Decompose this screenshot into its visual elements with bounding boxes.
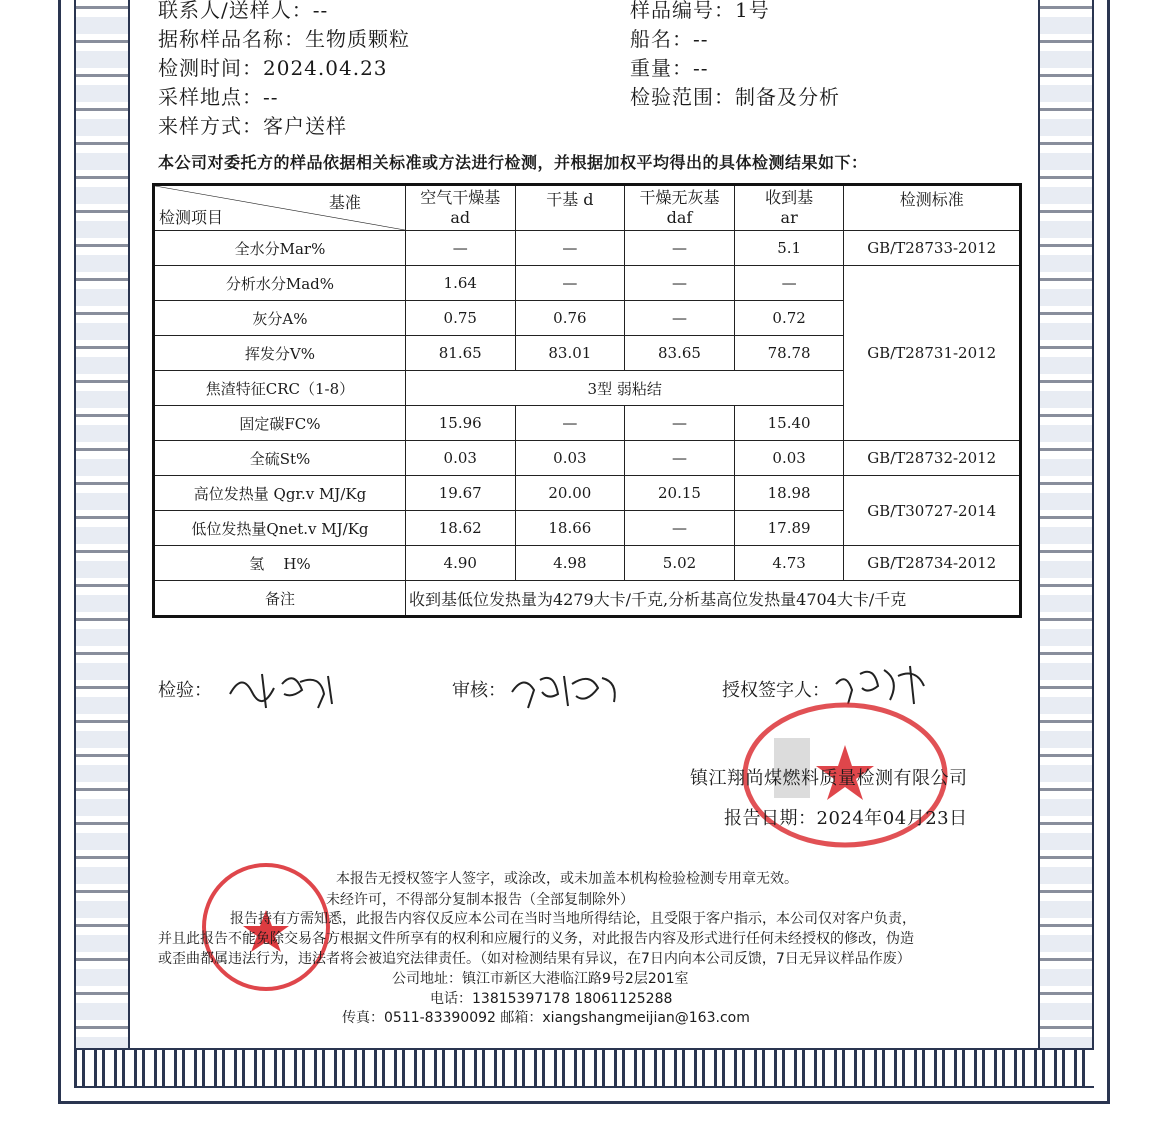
company-phone: 电话：13815397178 18061125288: [430, 991, 673, 1007]
sample-no-line: [630, 0, 770, 23]
cell-ad: —: [405, 231, 515, 266]
cell-d: 4.98: [515, 546, 625, 581]
sample-no-value: 1号: [735, 0, 770, 22]
diagonal-header-cell: [154, 185, 406, 231]
header-basis: 基准: [328, 193, 361, 212]
authorized-label: 授权签字人：: [722, 680, 830, 701]
cell-ar: 0.72: [734, 301, 844, 336]
col-std-header: 检测标准: [844, 185, 1021, 231]
weight-label: 重量：: [630, 56, 693, 80]
cell-ad: 1.64: [405, 266, 515, 301]
sampling-method-value: 客户送样: [263, 114, 347, 138]
weight-value: --: [693, 56, 709, 80]
col-ad-line2: ad: [450, 208, 471, 227]
bottom-ornament-border: [74, 1048, 1094, 1088]
col-daf-line2: daf: [666, 208, 693, 227]
results-table: [152, 183, 1022, 618]
left-ornament-border: [74, 0, 130, 1086]
cell-ad: 81.65: [405, 336, 515, 371]
contact-value: --: [312, 0, 329, 22]
report-date: 报告日期：2024年04月23日: [724, 808, 968, 829]
sample-name-line: [158, 23, 410, 52]
sample-name-label: 据称样品名称：: [158, 27, 305, 51]
cell-daf: —: [625, 406, 735, 441]
cell-daf: 20.15: [625, 476, 735, 511]
review-label: 审核：: [452, 680, 506, 701]
cell-ar: 18.98: [734, 476, 844, 511]
header-item: 检测项目: [159, 208, 224, 227]
cell-d: —: [515, 406, 625, 441]
ship-value: --: [693, 27, 709, 51]
test-time-line: [158, 52, 388, 81]
table-row: [154, 231, 1021, 266]
row-item: 焦渣特征CRC（1-8）: [154, 371, 406, 406]
cell-d: —: [515, 231, 625, 266]
intro-text: 本公司对委托方的样品依据相关标准或方法进行检测，并根据加权平均得出的具体检测结果如下：: [158, 153, 868, 172]
cell-ad: 19.67: [405, 476, 515, 511]
sampling-method-line: [158, 110, 347, 139]
company-name: 镇江翔尚煤燃料质量检测有限公司: [690, 768, 968, 789]
col-ad-line1: 空气干燥基: [420, 188, 501, 207]
row-item: 全硫St%: [154, 441, 406, 476]
cell-d: 83.01: [515, 336, 625, 371]
cell-ar: 17.89: [734, 511, 844, 546]
cell-ad: 18.62: [405, 511, 515, 546]
right-ornament-border: [1038, 0, 1094, 1086]
sample-name-value: 生物质颗粒: [305, 27, 410, 51]
table-row: [154, 476, 1021, 511]
cell-d: 20.00: [515, 476, 625, 511]
cell-ad: 15.96: [405, 406, 515, 441]
cell-ar: 78.78: [734, 336, 844, 371]
table-row: [154, 441, 1021, 476]
cell-ad: 4.90: [405, 546, 515, 581]
inspect-label: 检验：: [158, 680, 212, 701]
ship-line: [630, 23, 709, 52]
cell-ar: 4.73: [734, 546, 844, 581]
cell-ar: 5.1: [734, 231, 844, 266]
cell-ar: 15.40: [734, 406, 844, 441]
table-row: [154, 266, 1021, 301]
company-fax-email: 传真：0511-83390092 邮箱：xiangshangmeijian@163.com: [342, 1010, 750, 1026]
col-ar-line1: 收到基: [765, 188, 814, 207]
test-time-label: 检测时间：: [158, 56, 263, 80]
cell-d: 18.66: [515, 511, 625, 546]
ship-label: 船名：: [630, 27, 693, 51]
notice-line-4: 并且此报告不能免除交易各方根据文件所享有的权利和应履行的义务，对此报告内容及形式进行任何未经授权的修改，伪造: [158, 931, 914, 947]
scope-label: 检验范围：: [630, 85, 735, 109]
col-daf-line1: 干燥无灰基: [639, 188, 720, 207]
table-row: [154, 546, 1021, 581]
cell-ad: 0.03: [405, 441, 515, 476]
row-item: 全水分Mar%: [154, 231, 406, 266]
cell-daf: —: [625, 231, 735, 266]
col-ad-header: [405, 185, 515, 231]
company-address: 公司地址：镇江市新区大港临江路9号2层201室: [392, 971, 689, 987]
row-item: 灰分A%: [154, 301, 406, 336]
cell-d: 0.76: [515, 301, 625, 336]
row-item: 分析水分Mad%: [154, 266, 406, 301]
cell-d: —: [515, 266, 625, 301]
contact-line: [158, 0, 328, 23]
cell-ar: —: [734, 266, 844, 301]
col-d-header: 干基 d: [515, 185, 625, 231]
notice-line-5: 或歪曲都属违法行为，违法者将会被追究法律责任。（如对检测结果有异议，在7日内向本公司反馈，7日无异议样品作废）: [158, 951, 911, 967]
cell-ad: 0.75: [405, 301, 515, 336]
scope-value: 制备及分析: [735, 85, 840, 109]
scope-line: [630, 81, 840, 110]
table-header-row: [154, 185, 1021, 231]
notice-line-1: 本报告无授权签字人签字，或涂改，或未加盖本机构检验检测专用章无效。: [336, 871, 798, 887]
cell-merged: 3型 弱粘结: [405, 371, 844, 406]
reviewer-signature: [506, 664, 631, 714]
inspector-signature: [222, 664, 347, 714]
cell-daf: —: [625, 441, 735, 476]
cell-daf: —: [625, 266, 735, 301]
cell-standard: GB/T30727-2014: [844, 476, 1021, 546]
cell-daf: 83.65: [625, 336, 735, 371]
remark-label: 备注: [154, 581, 406, 617]
row-item: 低位发热量Qnet.v MJ/Kg: [154, 511, 406, 546]
sampling-method-label: 来样方式：: [158, 114, 263, 138]
cell-standard: GB/T28734-2012: [844, 546, 1021, 581]
sampling-place-label: 采样地点：: [158, 85, 263, 109]
sampling-place-line: [158, 81, 279, 110]
remark-value: 收到基低位发热量为4279大卡/千克,分析基高位发热量4704大卡/千克: [405, 581, 1020, 617]
row-item: 挥发分V%: [154, 336, 406, 371]
sampling-place-value: --: [263, 85, 279, 109]
col-ar-line2: ar: [780, 208, 798, 227]
cell-standard: GB/T28732-2012: [844, 441, 1021, 476]
cell-ar: 0.03: [734, 441, 844, 476]
row-item: 高位发热量 Qgr.v MJ/Kg: [154, 476, 406, 511]
remark-row: [154, 581, 1021, 617]
cell-d: 0.03: [515, 441, 625, 476]
cell-standard: GB/T28731-2012: [844, 266, 1021, 441]
cell-daf: 5.02: [625, 546, 735, 581]
sample-no-label: 样品编号：: [630, 0, 735, 22]
contact-label: 联系人/送样人：: [158, 0, 313, 22]
col-ar-header: [734, 185, 844, 231]
weight-line: [630, 52, 709, 81]
notice-line-2: 未经许可，不得部分复制本报告（全部复制除外）: [326, 892, 634, 908]
cell-standard: GB/T28733-2012: [844, 231, 1021, 266]
test-time-value: 2024.04.23: [263, 56, 388, 80]
col-daf-header: [625, 185, 735, 231]
cell-daf: —: [625, 511, 735, 546]
row-item: 氢 H%: [154, 546, 406, 581]
notice-line-3: 报告持有方需知悉，此报告内容仅反应本公司在当时当地所得结论，且受限于客户指示，本公司仅对客户负责，: [230, 911, 916, 927]
cell-daf: —: [625, 301, 735, 336]
row-item: 固定碳FC%: [154, 406, 406, 441]
